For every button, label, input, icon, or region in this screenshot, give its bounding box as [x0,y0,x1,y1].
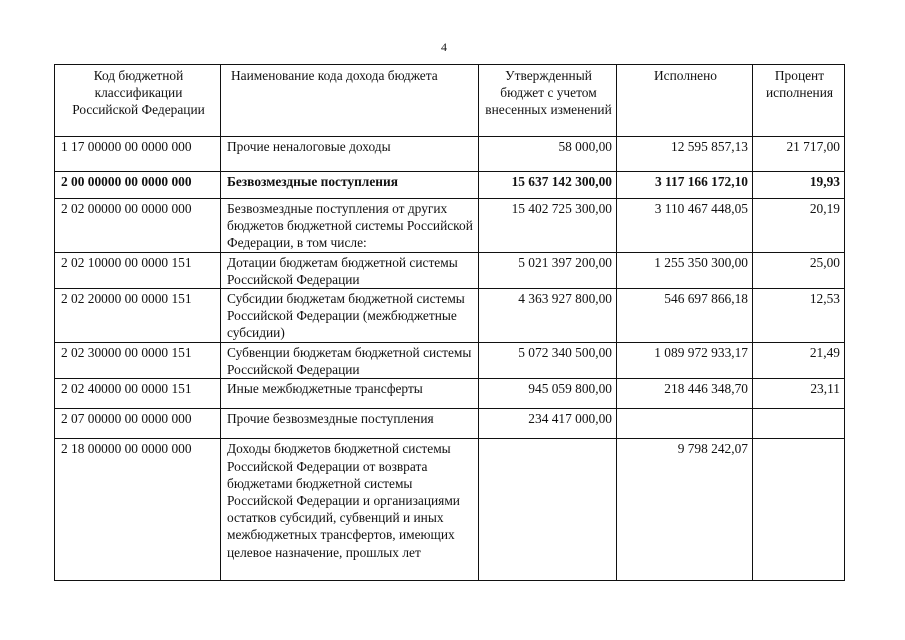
row-code: 2 02 20000 00 0000 151 [55,289,221,343]
row-percent: 20,19 [753,199,845,253]
row-percent: 25,00 [753,252,845,288]
row-code: 2 02 00000 00 0000 000 [55,199,221,253]
row-percent: 23,11 [753,379,845,409]
row-name: Безвозмездные поступления от других бюджетов бюджетной системы Российской Федерации, в том числе: [221,199,479,253]
row-code: 2 18 00000 00 0000 000 [55,439,221,581]
row-executed: 12 595 857,13 [617,137,753,172]
row-approved: 4 363 927 800,00 [479,289,617,343]
row-executed: 9 798 242,07 [617,439,753,581]
row-name: Прочие неналоговые доходы [221,137,479,172]
row-approved: 945 059 800,00 [479,379,617,409]
header-name: Наименование кода дохода бюджета [221,65,479,137]
table-header-row [55,65,845,137]
header-code: Код бюджетной классификации Российской Федерации [55,65,221,137]
table-row [55,137,845,172]
row-code: 1 17 00000 00 0000 000 [55,137,221,172]
row-percent [753,439,845,581]
header-approved: Утвержденный бюджет с учетом внесенных изменений [479,65,617,137]
row-executed: 3 110 467 448,05 [617,199,753,253]
row-executed: 218 446 348,70 [617,379,753,409]
row-percent: 21,49 [753,343,845,379]
row-approved: 5 021 397 200,00 [479,252,617,288]
row-code: 2 07 00000 00 0000 000 [55,409,221,439]
table-row [55,439,845,581]
row-approved: 58 000,00 [479,137,617,172]
row-approved: 5 072 340 500,00 [479,343,617,379]
row-code: 2 00 00000 00 0000 000 [55,172,221,199]
row-executed: 546 697 866,18 [617,289,753,343]
table-row [55,409,845,439]
row-approved: 234 417 000,00 [479,409,617,439]
table-row [55,252,845,288]
table-row [55,379,845,409]
row-executed: 3 117 166 172,10 [617,172,753,199]
row-code: 2 02 40000 00 0000 151 [55,379,221,409]
row-percent: 12,53 [753,289,845,343]
row-percent: 21 717,00 [753,137,845,172]
row-name: Субсидии бюджетам бюджетной системы Российской Федерации (межбюджетные субсидии) [221,289,479,343]
table-row [55,172,845,199]
header-executed: Исполнено [617,65,753,137]
row-percent [753,409,845,439]
row-approved [479,439,617,581]
table-row [55,199,845,253]
row-approved: 15 637 142 300,00 [479,172,617,199]
row-code: 2 02 10000 00 0000 151 [55,252,221,288]
row-name: Доходы бюджетов бюджетной системы Российской Федерации от возврата бюджетами бюджетной системы Российской Федерации и организациями остатков субсидий, субвенций и иных межбюджетных трансфертов, имеющих целевое назначение, прошлых лет [221,439,479,581]
row-name: Субвенции бюджетам бюджетной системы Российской Федерации [221,343,479,379]
header-percent: Процент исполнения [753,65,845,137]
row-executed: 1 089 972 933,17 [617,343,753,379]
row-name: Безвозмездные поступления [221,172,479,199]
row-name: Дотации бюджетам бюджетной системы Российской Федерации [221,252,479,288]
row-percent: 19,93 [753,172,845,199]
row-code: 2 02 30000 00 0000 151 [55,343,221,379]
row-name: Иные межбюджетные трансферты [221,379,479,409]
page-number: 4 [441,40,447,54]
row-name: Прочие безвозмездные поступления [221,409,479,439]
row-approved: 15 402 725 300,00 [479,199,617,253]
row-executed: 1 255 350 300,00 [617,252,753,288]
budget-table [54,64,845,581]
table-row [55,289,845,343]
row-executed [617,409,753,439]
table-row [55,343,845,379]
